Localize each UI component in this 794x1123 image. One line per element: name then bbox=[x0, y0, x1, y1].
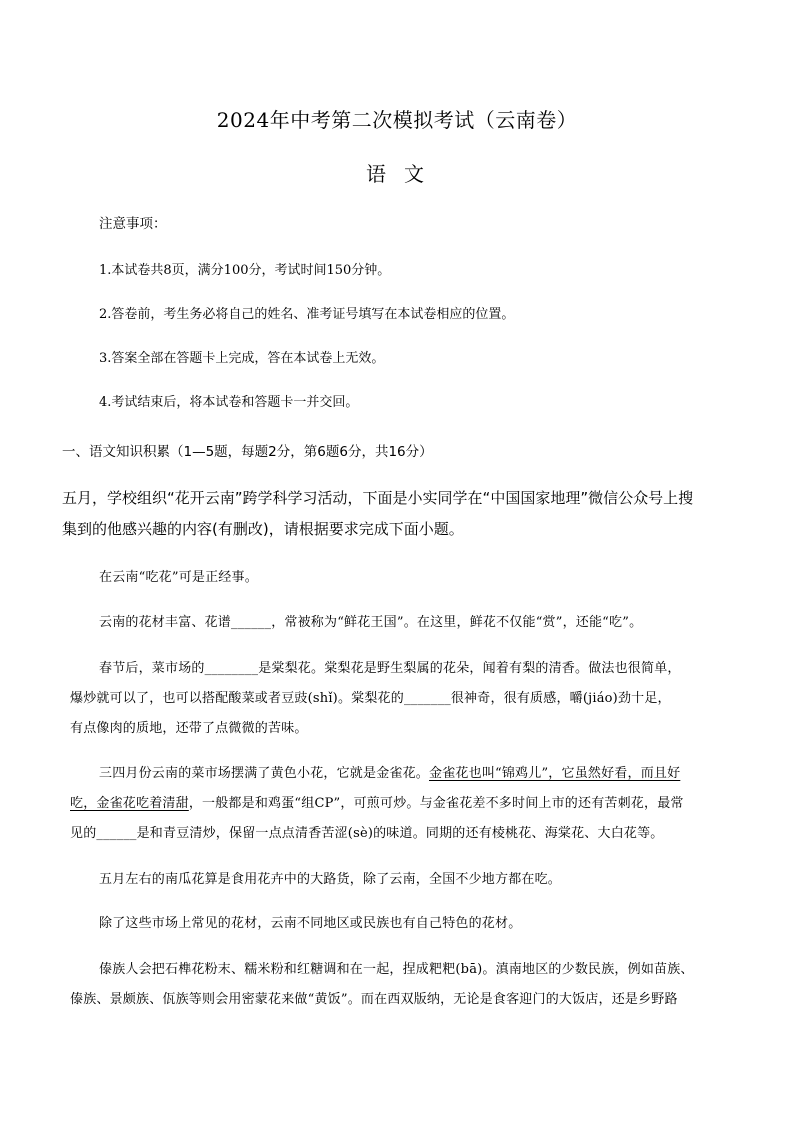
passage-line: 爆炒就可以了，也可以搭配酸菜或者豆豉(shǐ)。棠梨花的_______很神奇，很有质感，嚼(jiáo)劲十足， bbox=[70, 691, 671, 706]
passage-line: 有点像肉的质地，还带了点微微的苦味。 bbox=[70, 721, 308, 736]
notice-item: 4.考试结束后，将本试卷和答题卡一并交回。 bbox=[99, 395, 359, 410]
underlined-sentence: 吃，金雀花吃着清甜 bbox=[70, 796, 189, 811]
passage-line: 傣族、景颇族、佤族等则会用密蒙花来做“黄饭”。而在西双版纳，无论是食客迎门的大饭店，还是乡野路 bbox=[70, 992, 678, 1007]
passage-text: ，一般都是和鸡蛋“组CP”，可煎可炒。与金雀花差不多时间上市的还有苦刺花，最常 bbox=[188, 796, 684, 811]
subject-heading: 语文 bbox=[366, 162, 442, 186]
passage-paragraph: 五月左右的南瓜花算是食用花卉中的大路货，除了云南，全国不少地方都在吃。 bbox=[99, 872, 562, 887]
passage-line bbox=[99, 762, 680, 781]
passage-line: 春节后，菜市场的________是棠梨花。棠梨花是野生梨属的花朵，闻着有梨的清香。做法也很简单， bbox=[99, 661, 681, 676]
underlined-sentence: 金雀花也叫“锦鸡儿”，它虽然好看，而且好 bbox=[429, 766, 681, 781]
passage-paragraph: 在云南“吃花”可是正经事。 bbox=[99, 570, 258, 585]
section-intro-line: 集到的他感兴趣的内容(有删改)，请根据要求完成下面小题。 bbox=[62, 520, 464, 538]
passage-paragraph: 云南的花材丰富、花谱______，常被称为“鲜花王国”。在这里，鲜花不仅能“赏”，还能“吃”。 bbox=[99, 615, 643, 630]
notice-item: 3.答案全部在答题卡上完成，答在本试卷上无效。 bbox=[99, 351, 385, 366]
passage-line: 见的______是和青豆清炒，保留一点点清香苦涩(sè)的味道。同期的还有棱桃花、海棠花、大白花等。 bbox=[70, 826, 664, 841]
exam-title: 2024年中考第二次模拟考试（云南卷） bbox=[216, 108, 578, 132]
notice-item: 2.答卷前，考生务必将自己的姓名、准考证号填写在本试卷相应的位置。 bbox=[99, 307, 515, 322]
passage-text: 三四月份云南的菜市场摆满了黄色小花，它就是金雀花。 bbox=[99, 766, 430, 781]
section-heading: 一、语文知识积累（1—5题，每题2分，第6题6分，共16分） bbox=[62, 444, 433, 460]
passage-line: 傣族人会把石榫花粉末、糯米粉和红糖调和在一起，捏成粑粑(bā)。滇南地区的少数民族，例如苗族、 bbox=[99, 962, 694, 977]
notice-item: 1.本试卷共8页，满分100分，考试时间150分钟。 bbox=[99, 263, 391, 278]
passage-paragraph: 除了这些市场上常见的花材，云南不同地区或民族也有自己特色的花材。 bbox=[99, 916, 522, 931]
notice-heading: 注意事项： bbox=[99, 216, 167, 232]
section-intro-line: 五月，学校组织“花开云南”跨学科学习活动，下面是小实同学在“中国国家地理”微信公众号上搜 bbox=[62, 489, 694, 507]
passage-line bbox=[70, 792, 684, 811]
